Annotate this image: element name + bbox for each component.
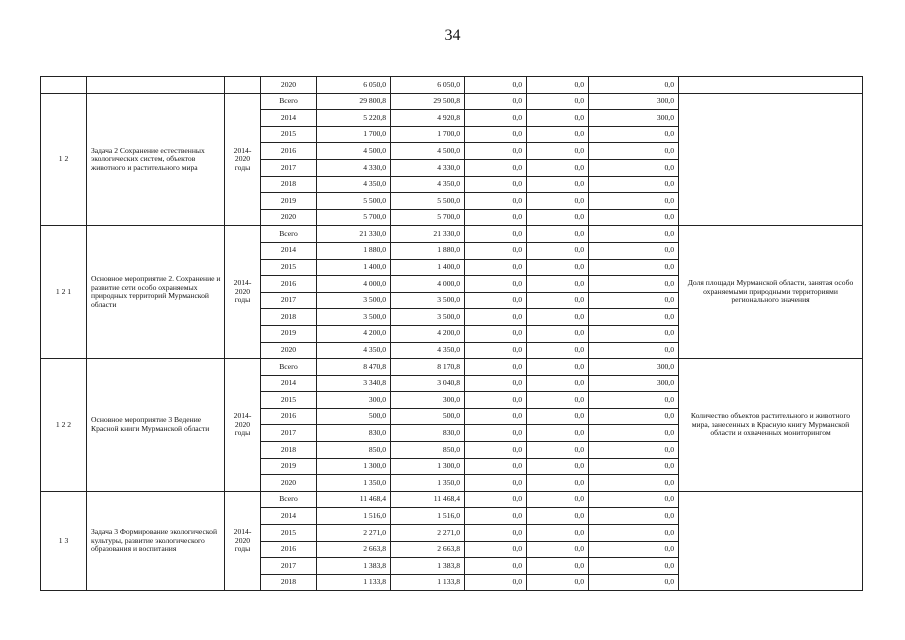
total-cell: 5 500,0 <box>317 193 391 210</box>
table-row <box>41 226 863 243</box>
local-budget-cell: 0,0 <box>527 574 589 591</box>
year-cell: Всего <box>261 93 317 110</box>
year-cell: 2018 <box>261 574 317 591</box>
federal-budget-cell: 0,0 <box>465 475 527 492</box>
block-code: 1 2 1 <box>41 226 87 359</box>
table-row <box>41 93 863 110</box>
regional-budget-cell: 8 170,8 <box>391 359 465 376</box>
local-budget-cell: 0,0 <box>527 143 589 160</box>
regional-budget-cell: 300,0 <box>391 392 465 409</box>
total-cell: 830,0 <box>317 425 391 442</box>
other-sources-cell: 0,0 <box>589 193 679 210</box>
federal-budget-cell: 0,0 <box>465 408 527 425</box>
year-cell: 2015 <box>261 259 317 276</box>
total-cell: 1 350,0 <box>317 475 391 492</box>
local-budget-cell: 0,0 <box>527 77 589 94</box>
federal-budget-cell: 0,0 <box>465 525 527 542</box>
local-budget-cell: 0,0 <box>527 159 589 176</box>
local-budget-cell: 0,0 <box>527 392 589 409</box>
page-number: 34 <box>444 27 461 44</box>
block-name: Задача 2 Сохранение естественных экологических систем, объектов животного и растительного мира <box>87 93 225 226</box>
indicator-cell <box>679 77 863 94</box>
year-cell: 2020 <box>261 209 317 226</box>
local-budget-cell: 0,0 <box>527 359 589 376</box>
regional-budget-cell: 3 040,8 <box>391 375 465 392</box>
regional-budget-cell: 1 700,0 <box>391 126 465 143</box>
other-sources-cell: 0,0 <box>589 143 679 160</box>
regional-budget-cell: 1 400,0 <box>391 259 465 276</box>
regional-budget-cell: 29 500,8 <box>391 93 465 110</box>
local-budget-cell: 0,0 <box>527 110 589 127</box>
regional-budget-cell: 4 000,0 <box>391 276 465 293</box>
block-code: 1 3 <box>41 491 87 591</box>
regional-budget-cell: 5 500,0 <box>391 193 465 210</box>
other-sources-cell: 0,0 <box>589 325 679 342</box>
name-cell <box>87 77 225 94</box>
other-sources-cell: 0,0 <box>589 392 679 409</box>
other-sources-cell: 300,0 <box>589 93 679 110</box>
other-sources-cell: 0,0 <box>589 209 679 226</box>
total-cell: 3 500,0 <box>317 309 391 326</box>
local-budget-cell: 0,0 <box>527 541 589 558</box>
year-cell: Всего <box>261 491 317 508</box>
year-cell: 2015 <box>261 126 317 143</box>
federal-budget-cell: 0,0 <box>465 458 527 475</box>
year-cell: 2015 <box>261 392 317 409</box>
table-row <box>41 359 863 376</box>
federal-budget-cell: 0,0 <box>465 193 527 210</box>
other-sources-cell: 0,0 <box>589 126 679 143</box>
total-cell: 1 300,0 <box>317 458 391 475</box>
block-indicator: Доля площади Мурманской области, занятая особо охраняемыми природными территориями регионального значения <box>679 226 863 359</box>
total-cell: 2 663,8 <box>317 541 391 558</box>
federal-budget-cell: 0,0 <box>465 491 527 508</box>
other-sources-cell: 0,0 <box>589 508 679 525</box>
local-budget-cell: 0,0 <box>527 209 589 226</box>
total-cell: 21 330,0 <box>317 226 391 243</box>
total-cell: 3 340,8 <box>317 375 391 392</box>
federal-budget-cell: 0,0 <box>465 143 527 160</box>
total-cell: 300,0 <box>317 392 391 409</box>
regional-budget-cell: 4 350,0 <box>391 176 465 193</box>
regional-budget-cell: 3 500,0 <box>391 292 465 309</box>
other-sources-cell: 300,0 <box>589 110 679 127</box>
other-sources-cell: 0,0 <box>589 458 679 475</box>
other-sources-cell: 0,0 <box>589 574 679 591</box>
total-cell: 6 050,0 <box>317 77 391 94</box>
regional-budget-cell: 1 516,0 <box>391 508 465 525</box>
regional-budget-cell: 5 700,0 <box>391 209 465 226</box>
other-sources-cell: 0,0 <box>589 525 679 542</box>
year-cell: 2017 <box>261 292 317 309</box>
local-budget-cell: 0,0 <box>527 309 589 326</box>
regional-budget-cell: 850,0 <box>391 442 465 459</box>
local-budget-cell: 0,0 <box>527 259 589 276</box>
total-cell: 4 500,0 <box>317 143 391 160</box>
federal-budget-cell: 0,0 <box>465 309 527 326</box>
regional-budget-cell: 4 200,0 <box>391 325 465 342</box>
year-cell: 2020 <box>261 342 317 359</box>
local-budget-cell: 0,0 <box>527 93 589 110</box>
local-budget-cell: 0,0 <box>527 375 589 392</box>
code-cell <box>41 77 87 94</box>
total-cell: 3 500,0 <box>317 292 391 309</box>
year-cell: 2016 <box>261 143 317 160</box>
local-budget-cell: 0,0 <box>527 408 589 425</box>
total-cell: 11 468,4 <box>317 491 391 508</box>
local-budget-cell: 0,0 <box>527 292 589 309</box>
year-cell: 2017 <box>261 558 317 575</box>
block-period: 2014-2020 годы <box>225 93 261 226</box>
federal-budget-cell: 0,0 <box>465 342 527 359</box>
federal-budget-cell: 0,0 <box>465 541 527 558</box>
total-cell: 1 400,0 <box>317 259 391 276</box>
block-name: Задача 3 Формирование экологической культуры, развитие экологического образования и воспитания <box>87 491 225 591</box>
total-cell: 4 000,0 <box>317 276 391 293</box>
other-sources-cell: 0,0 <box>589 408 679 425</box>
federal-budget-cell: 0,0 <box>465 375 527 392</box>
total-cell: 4 330,0 <box>317 159 391 176</box>
other-sources-cell: 0,0 <box>589 342 679 359</box>
block-code: 1 2 2 <box>41 359 87 492</box>
other-sources-cell: 300,0 <box>589 375 679 392</box>
other-sources-cell: 0,0 <box>589 475 679 492</box>
regional-budget-cell: 6 050,0 <box>391 77 465 94</box>
block-period: 2014-2020 годы <box>225 491 261 591</box>
local-budget-cell: 0,0 <box>527 226 589 243</box>
year-cell: Всего <box>261 359 317 376</box>
other-sources-cell: 0,0 <box>589 259 679 276</box>
regional-budget-cell: 4 500,0 <box>391 143 465 160</box>
year-cell: 2019 <box>261 193 317 210</box>
regional-budget-cell: 2 271,0 <box>391 525 465 542</box>
block-code: 1 2 <box>41 93 87 226</box>
local-budget-cell: 0,0 <box>527 176 589 193</box>
federal-budget-cell: 0,0 <box>465 425 527 442</box>
other-sources-cell: 0,0 <box>589 77 679 94</box>
year-cell: 2016 <box>261 408 317 425</box>
regional-budget-cell: 3 500,0 <box>391 309 465 326</box>
federal-budget-cell: 0,0 <box>465 442 527 459</box>
block-period: 2014-2020 годы <box>225 226 261 359</box>
regional-budget-cell: 1 880,0 <box>391 242 465 259</box>
total-cell: 1 133,8 <box>317 574 391 591</box>
year-cell: 2014 <box>261 375 317 392</box>
table-row <box>41 77 863 94</box>
federal-budget-cell: 0,0 <box>465 226 527 243</box>
total-cell: 850,0 <box>317 442 391 459</box>
year-cell: 2018 <box>261 176 317 193</box>
other-sources-cell: 0,0 <box>589 159 679 176</box>
year-cell: 2014 <box>261 110 317 127</box>
regional-budget-cell: 2 663,8 <box>391 541 465 558</box>
budget-table-body <box>41 77 863 591</box>
other-sources-cell: 0,0 <box>589 176 679 193</box>
other-sources-cell: 0,0 <box>589 276 679 293</box>
year-cell: 2014 <box>261 242 317 259</box>
federal-budget-cell: 0,0 <box>465 574 527 591</box>
regional-budget-cell: 4 920,8 <box>391 110 465 127</box>
federal-budget-cell: 0,0 <box>465 126 527 143</box>
total-cell: 500,0 <box>317 408 391 425</box>
local-budget-cell: 0,0 <box>527 126 589 143</box>
block-indicator: Количество объектов растительного и животного мира, занесенных в Красную книгу Мурманской области и охваченных мониторингом <box>679 359 863 492</box>
period-cell <box>225 77 261 94</box>
other-sources-cell: 0,0 <box>589 442 679 459</box>
local-budget-cell: 0,0 <box>527 242 589 259</box>
local-budget-cell: 0,0 <box>527 276 589 293</box>
local-budget-cell: 0,0 <box>527 525 589 542</box>
other-sources-cell: 0,0 <box>589 491 679 508</box>
other-sources-cell: 0,0 <box>589 425 679 442</box>
local-budget-cell: 0,0 <box>527 475 589 492</box>
year-cell: 2020 <box>261 77 317 94</box>
local-budget-cell: 0,0 <box>527 193 589 210</box>
local-budget-cell: 0,0 <box>527 491 589 508</box>
total-cell: 4 350,0 <box>317 342 391 359</box>
federal-budget-cell: 0,0 <box>465 93 527 110</box>
year-cell: 2020 <box>261 475 317 492</box>
total-cell: 1 880,0 <box>317 242 391 259</box>
federal-budget-cell: 0,0 <box>465 176 527 193</box>
local-budget-cell: 0,0 <box>527 325 589 342</box>
year-cell: 2018 <box>261 309 317 326</box>
block-name: Основное мероприятие 3 Ведение Красной книги Мурманской области <box>87 359 225 492</box>
local-budget-cell: 0,0 <box>527 558 589 575</box>
year-cell: 2016 <box>261 541 317 558</box>
total-cell: 4 350,0 <box>317 176 391 193</box>
regional-budget-cell: 21 330,0 <box>391 226 465 243</box>
other-sources-cell: 0,0 <box>589 242 679 259</box>
block-indicator <box>679 93 863 226</box>
local-budget-cell: 0,0 <box>527 442 589 459</box>
year-cell: Всего <box>261 226 317 243</box>
regional-budget-cell: 1 383,8 <box>391 558 465 575</box>
other-sources-cell: 0,0 <box>589 292 679 309</box>
regional-budget-cell: 4 350,0 <box>391 342 465 359</box>
federal-budget-cell: 0,0 <box>465 159 527 176</box>
other-sources-cell: 0,0 <box>589 226 679 243</box>
year-cell: 2017 <box>261 159 317 176</box>
block-indicator <box>679 491 863 591</box>
federal-budget-cell: 0,0 <box>465 276 527 293</box>
total-cell: 29 800,8 <box>317 93 391 110</box>
year-cell: 2015 <box>261 525 317 542</box>
federal-budget-cell: 0,0 <box>465 392 527 409</box>
year-cell: 2016 <box>261 276 317 293</box>
year-cell: 2017 <box>261 425 317 442</box>
total-cell: 4 200,0 <box>317 325 391 342</box>
other-sources-cell: 0,0 <box>589 309 679 326</box>
regional-budget-cell: 4 330,0 <box>391 159 465 176</box>
total-cell: 1 700,0 <box>317 126 391 143</box>
regional-budget-cell: 830,0 <box>391 425 465 442</box>
federal-budget-cell: 0,0 <box>465 209 527 226</box>
total-cell: 2 271,0 <box>317 525 391 542</box>
federal-budget-cell: 0,0 <box>465 325 527 342</box>
regional-budget-cell: 500,0 <box>391 408 465 425</box>
federal-budget-cell: 0,0 <box>465 259 527 276</box>
local-budget-cell: 0,0 <box>527 458 589 475</box>
federal-budget-cell: 0,0 <box>465 359 527 376</box>
year-cell: 2018 <box>261 442 317 459</box>
other-sources-cell: 300,0 <box>589 359 679 376</box>
total-cell: 8 470,8 <box>317 359 391 376</box>
block-period: 2014-2020 годы <box>225 359 261 492</box>
federal-budget-cell: 0,0 <box>465 242 527 259</box>
total-cell: 5 220,8 <box>317 110 391 127</box>
other-sources-cell: 0,0 <box>589 541 679 558</box>
regional-budget-cell: 1 350,0 <box>391 475 465 492</box>
total-cell: 5 700,0 <box>317 209 391 226</box>
regional-budget-cell: 1 300,0 <box>391 458 465 475</box>
table-row <box>41 491 863 508</box>
year-cell: 2019 <box>261 458 317 475</box>
other-sources-cell: 0,0 <box>589 558 679 575</box>
federal-budget-cell: 0,0 <box>465 77 527 94</box>
federal-budget-cell: 0,0 <box>465 558 527 575</box>
total-cell: 1 383,8 <box>317 558 391 575</box>
local-budget-cell: 0,0 <box>527 425 589 442</box>
year-cell: 2014 <box>261 508 317 525</box>
federal-budget-cell: 0,0 <box>465 110 527 127</box>
local-budget-cell: 0,0 <box>527 342 589 359</box>
total-cell: 1 516,0 <box>317 508 391 525</box>
federal-budget-cell: 0,0 <box>465 292 527 309</box>
budget-table <box>40 76 863 591</box>
local-budget-cell: 0,0 <box>527 508 589 525</box>
regional-budget-cell: 11 468,4 <box>391 491 465 508</box>
regional-budget-cell: 1 133,8 <box>391 574 465 591</box>
block-name: Основное мероприятие 2. Сохранение и развитие сети особо охраняемых природных территорий Мурманской области <box>87 226 225 359</box>
year-cell: 2019 <box>261 325 317 342</box>
federal-budget-cell: 0,0 <box>465 508 527 525</box>
